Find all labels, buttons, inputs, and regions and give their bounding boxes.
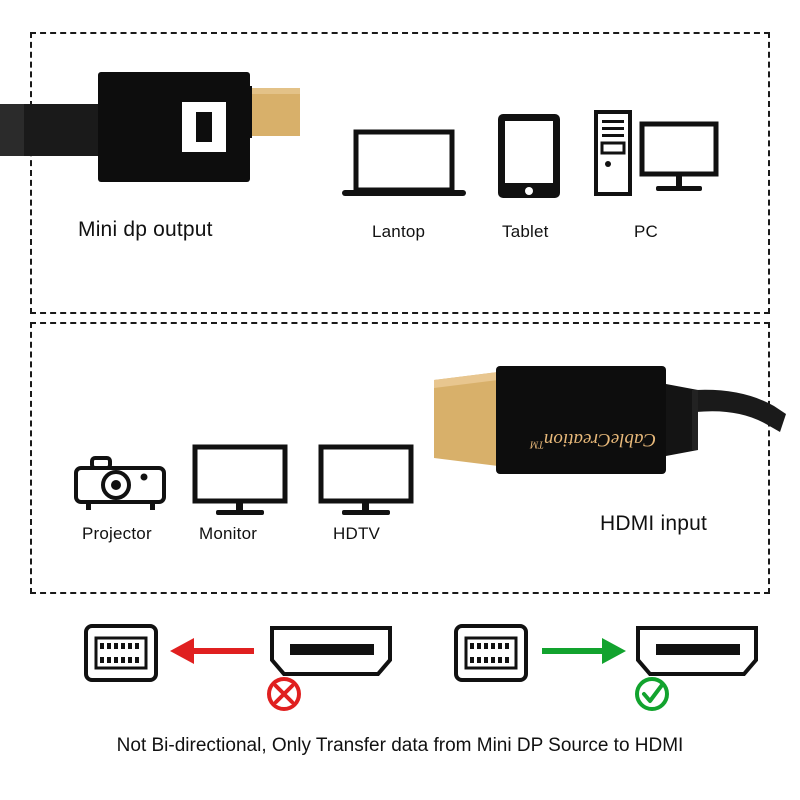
projector-icon (70, 452, 174, 514)
brand-text-value: CableCreation (543, 429, 657, 450)
direction-row (60, 614, 740, 714)
mini-dp-output-label: Mini dp output (78, 218, 213, 241)
laptop-icon (342, 128, 466, 200)
brand-text (530, 428, 656, 450)
brand-tm: TM (530, 438, 544, 450)
projector-label: Projector (82, 524, 152, 543)
monitor-icon (192, 444, 288, 516)
laptop-label: Lantop (372, 222, 426, 241)
caption-text: Not Bi-directional, Only Transfer data from Mini DP Source to HDMI (116, 735, 684, 756)
hdtv-label: HDTV (333, 524, 381, 543)
tablet-label: Tablet (502, 222, 549, 241)
hdmi-input-label: HDMI input (600, 512, 708, 535)
tablet-icon (496, 112, 566, 200)
pc-label: PC (634, 222, 659, 241)
monitor-label: Monitor (199, 524, 258, 543)
pc-icon (594, 110, 718, 202)
hdmi-connector-icon (430, 362, 800, 492)
mini-dp-connector-icon (0, 58, 320, 178)
hdtv-icon (318, 444, 414, 516)
